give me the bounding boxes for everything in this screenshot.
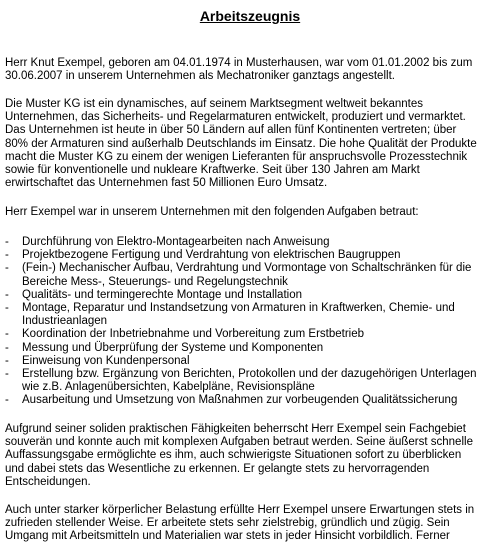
list-item-text: Ausarbeitung und Umsetzung von Maßnahmen zur vorbeugenden Qualitätssicherung (22, 394, 458, 407)
list-item-text: Montage, Reparatur und Instandsetzung von Armaturen in Kraftwerken, Chemie- und (22, 301, 455, 314)
list-item (5, 262, 499, 288)
list-item (5, 289, 499, 302)
text-line: Auch unter starker körperlicher Belastung erfüllte Herr Exempel unsere Erwartungen stets in (5, 504, 475, 516)
list-item (5, 368, 499, 394)
paragraph-company (5, 98, 499, 190)
list-item-text: Bereiche Mess-, Steuerungs- und Regelungstechnik (22, 275, 288, 288)
text-line: Herr Exempel war in unserem Unternehmen mit den folgenden Aufgaben betraut: (5, 206, 419, 218)
paragraph-tasks-intro (5, 206, 499, 219)
list-item-text: Qualitäts- und termingerechte Montage und Installation (22, 288, 302, 301)
list-item-text: Einweisung von Kundenpersonal (22, 354, 190, 367)
bullet-dash: - (5, 262, 9, 275)
list-item (5, 342, 499, 355)
text-line: Unternehmen, das Sicherheits- und Regelarmaturen entwickelt, produziert und vermarktet. (5, 111, 466, 124)
text-line: Das Unternehmen ist heute in über 50 Ländern auf allen fünf Kontinenten vertreten; über (5, 124, 457, 137)
text-line: und dabei stets das Wesentliche zu erkennen. Er gelangte stets zu hervorragenden (5, 462, 430, 475)
text-line: sowie für konventionelle und nukleare Kraftwerke. Seit über 130 Jahren am Markt (5, 163, 420, 176)
text-line: Entscheidungen. (5, 475, 91, 488)
bullet-dash: - (5, 236, 9, 248)
bullet-dash: - (5, 354, 9, 367)
text-line: Aufgrund seiner soliden praktischen Fähigkeiten beherrscht Herr Exempel sein Fachgebiet (5, 423, 466, 435)
list-item-text: wie z.B. Anlagenübersichten, Kabelpläne, Revisionspläne (22, 381, 315, 394)
paragraph-employment (5, 57, 499, 83)
list-item (5, 328, 499, 341)
text-line: 80% der Armaturen sind außerhalb Deutschlands im Einsatz. Die hohe Qualität der Produkte (5, 137, 477, 150)
list-item (5, 302, 499, 328)
text-line: souverän und konnte auch mit komplexen Aufgaben betraut werden. Seine äußerst schnelle (5, 436, 473, 449)
bullet-dash: - (5, 341, 9, 354)
text-line: macht die Muster KG zu einem der wenigen Lieferanten für anspruchsvolle Prozesstechnik (5, 150, 468, 163)
list-item (5, 355, 499, 368)
text-line: 30.06.2007 in unserem Unternehmen als Mechatroniker ganztags angestellt. (5, 70, 395, 83)
paragraph-performance (5, 504, 499, 544)
bullet-dash: - (5, 249, 9, 262)
text-line: erwirtschaftet das Unternehmen fast 50 Millionen Euro Umsatz. (5, 177, 328, 190)
list-item-text: Projektbezogene Fertigung und Verdrahtung von elektrischen Baugruppen (22, 249, 401, 262)
task-list (5, 236, 499, 407)
list-item-text: Durchführung von Elektro-Montagearbeiten nach Anweisung (22, 236, 330, 248)
bullet-dash: - (5, 328, 9, 341)
list-item (5, 394, 499, 407)
list-item-text: Erstellung bzw. Ergänzung von Berichten, Protokollen und der dazugehörigen Unterlagen (22, 367, 477, 380)
list-item-text: Messung und Überprüfung der Systeme und Komponenten (22, 341, 324, 354)
list-item (5, 249, 499, 262)
bullet-dash: - (5, 367, 9, 380)
bullet-dash: - (5, 301, 9, 314)
paragraph-competence (5, 423, 499, 489)
document-title: Arbeitszeugnis (199, 8, 301, 24)
text-line: Umgang mit Arbeitsmitteln und Materialien war stets in jeder Hinsicht vorbildlich. Ferner (5, 530, 450, 543)
list-item-text: Koordination der Inbetriebnahme und Vorbereitung zum Erstbetrieb (22, 328, 365, 341)
text-line: Auffassungsgabe ermöglichte es ihm, auch schwierigste Situationen sofort zu überblicken (5, 449, 462, 462)
text-line: Die Muster KG ist ein dynamisches, auf seinem Marktsegment weltweit bekanntes (5, 98, 424, 110)
list-item-text: (Fein-) Mechanischer Aufbau, Verdrahtung und Vormontage von Schaltschränken für die (22, 262, 472, 275)
text-line: Herr Knut Exempel, geboren am 04.01.1974 in Musterhausen, war vom 01.01.2002 bis zum (5, 57, 473, 69)
text-line: zufrieden stellender Weise. Er arbeitete stets sehr zielstrebig, gründlich und zügig. Sein (5, 517, 450, 530)
bullet-dash: - (5, 288, 9, 301)
bullet-dash: - (5, 394, 9, 407)
list-item (5, 236, 499, 249)
list-item-text: Industrieanlagen (22, 315, 108, 328)
